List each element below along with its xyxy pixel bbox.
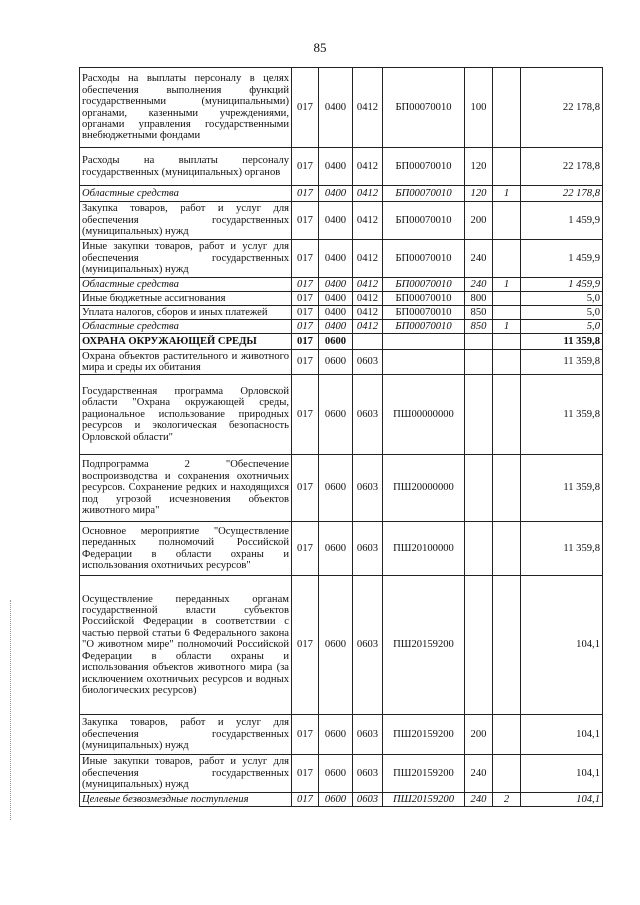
- table-row: [80, 202, 603, 240]
- cell-c3: 0412: [353, 68, 383, 148]
- cell-c2: 0600: [319, 350, 353, 375]
- cell-c4: ПШ20100000: [383, 522, 465, 576]
- cell-c1: 017: [292, 292, 319, 306]
- cell-c2: 0400: [319, 148, 353, 186]
- cell-c4: БП00070010: [383, 320, 465, 334]
- page-number: 85: [313, 40, 327, 55]
- cell-c5: 240: [465, 278, 493, 292]
- cell-c3: 0412: [353, 240, 383, 278]
- cell-c1: 017: [292, 240, 319, 278]
- cell-c5: 240: [465, 240, 493, 278]
- cell-c5: 240: [465, 793, 493, 807]
- cell-c1: 017: [292, 793, 319, 807]
- cell-c1: 017: [292, 68, 319, 148]
- cell-c3: 0603: [353, 522, 383, 576]
- table-row: [80, 320, 603, 334]
- table-row: [80, 375, 603, 455]
- cell-c6: [493, 522, 521, 576]
- cell-c3: 0603: [353, 793, 383, 807]
- cell-c3: 0412: [353, 320, 383, 334]
- cell-c2: 0600: [319, 715, 353, 755]
- cell-c6: [493, 148, 521, 186]
- cell-c5: [465, 334, 493, 350]
- cell-amount: 22 178,8: [521, 148, 603, 186]
- cell-name: Государственная программа Орловской области "Охрана окружающей среды, рациональное использование природных ресурсов и экологическая безопасность Орловской области": [80, 375, 292, 455]
- cell-c3: 0603: [353, 755, 383, 793]
- cell-c5: 200: [465, 202, 493, 240]
- cell-c2: 0400: [319, 320, 353, 334]
- cell-c5: 850: [465, 320, 493, 334]
- table-row: [80, 793, 603, 807]
- cell-name: Осуществление переданных органам государственной власти субъектов Российской Федерации в соответствии с частью первой статьи 6 Федерального закона "О животном мире" полномочий Российской Федерации в области охраны и использования объектов животного мира (за исключением охотничьих ресурсов и водных биологических ресурсов): [80, 576, 292, 715]
- cell-c6: [493, 240, 521, 278]
- cell-amount: 104,1: [521, 793, 603, 807]
- cell-name: Расходы на выплаты персоналу государственных (муниципальных) органов: [80, 148, 292, 186]
- cell-c1: 017: [292, 334, 319, 350]
- cell-amount: 1 459,9: [521, 278, 603, 292]
- cell-c4: БП00070010: [383, 68, 465, 148]
- table-row: [80, 334, 603, 350]
- cell-c5: [465, 350, 493, 375]
- cell-c4: ПШ20000000: [383, 455, 465, 522]
- cell-c6: [493, 306, 521, 320]
- cell-c3: 0603: [353, 715, 383, 755]
- cell-c3: 0412: [353, 278, 383, 292]
- table-row: [80, 292, 603, 306]
- cell-amount: 22 178,8: [521, 186, 603, 202]
- cell-c4: БП00070010: [383, 202, 465, 240]
- cell-c5: 200: [465, 715, 493, 755]
- table-row: [80, 350, 603, 375]
- cell-c1: 017: [292, 375, 319, 455]
- cell-c1: 017: [292, 455, 319, 522]
- cell-amount: 11 359,8: [521, 334, 603, 350]
- cell-c4: [383, 334, 465, 350]
- cell-name: Иные закупки товаров, работ и услуг для обеспечения государственных (муниципальных) нужд: [80, 240, 292, 278]
- cell-c6: [493, 68, 521, 148]
- cell-c5: [465, 455, 493, 522]
- cell-c1: 017: [292, 306, 319, 320]
- cell-c2: 0400: [319, 240, 353, 278]
- cell-amount: 11 359,8: [521, 522, 603, 576]
- cell-name: Целевые безвозмездные поступления: [80, 793, 292, 807]
- cell-c6: [493, 455, 521, 522]
- cell-name: Закупка товаров, работ и услуг для обеспечения государственных (муниципальных) нужд: [80, 202, 292, 240]
- cell-c4: ПШ20159200: [383, 715, 465, 755]
- cell-c1: 017: [292, 148, 319, 186]
- cell-c3: 0603: [353, 455, 383, 522]
- cell-c6: [493, 755, 521, 793]
- table-row: [80, 148, 603, 186]
- cell-c5: [465, 375, 493, 455]
- cell-c2: 0400: [319, 306, 353, 320]
- cell-c2: 0600: [319, 793, 353, 807]
- cell-c4: БП00070010: [383, 186, 465, 202]
- cell-name: Основное мероприятие "Осуществление переданных полномочий Российской Федерации в области охраны и использования охотничьих ресурсов": [80, 522, 292, 576]
- cell-c4: ПШ00000000: [383, 375, 465, 455]
- cell-c1: 017: [292, 278, 319, 292]
- cell-c2: 0400: [319, 292, 353, 306]
- cell-c5: 100: [465, 68, 493, 148]
- cell-name: Областные средства: [80, 320, 292, 334]
- cell-c6: [493, 292, 521, 306]
- margin-dots: [10, 600, 17, 820]
- cell-amount: 5,0: [521, 320, 603, 334]
- cell-amount: 1 459,9: [521, 202, 603, 240]
- cell-name: Закупка товаров, работ и услуг для обеспечения государственных (муниципальных) нужд: [80, 715, 292, 755]
- cell-c3: [353, 334, 383, 350]
- cell-c3: 0603: [353, 375, 383, 455]
- table-row: [80, 576, 603, 715]
- cell-c5: [465, 522, 493, 576]
- cell-c4: БП00070010: [383, 306, 465, 320]
- cell-name: Охрана объектов растительного и животного мира и среды их обитания: [80, 350, 292, 375]
- cell-c6: [493, 715, 521, 755]
- cell-c1: 017: [292, 576, 319, 715]
- table-row: [80, 278, 603, 292]
- budget-table-body: [80, 68, 603, 807]
- cell-amount: 11 359,8: [521, 350, 603, 375]
- cell-amount: 11 359,8: [521, 455, 603, 522]
- cell-c5: 120: [465, 148, 493, 186]
- table-row: [80, 522, 603, 576]
- table-row: [80, 186, 603, 202]
- cell-c2: 0400: [319, 68, 353, 148]
- cell-amount: 104,1: [521, 715, 603, 755]
- cell-c2: 0600: [319, 334, 353, 350]
- cell-c5: 850: [465, 306, 493, 320]
- cell-c2: 0600: [319, 455, 353, 522]
- cell-c2: 0600: [319, 522, 353, 576]
- cell-name: Подпрограмма 2 "Обеспечение воспроизводства и сохранения охотничьих ресурсов. Сохранение редких и находящихся под угрозой исчезновения объектов животного мира": [80, 455, 292, 522]
- cell-c1: 017: [292, 186, 319, 202]
- cell-c3: 0412: [353, 202, 383, 240]
- cell-amount: 11 359,8: [521, 375, 603, 455]
- cell-c3: 0412: [353, 186, 383, 202]
- cell-amount: 5,0: [521, 306, 603, 320]
- cell-c6: [493, 202, 521, 240]
- cell-c6: [493, 350, 521, 375]
- cell-amount: 5,0: [521, 292, 603, 306]
- cell-c4: ПШ20159200: [383, 793, 465, 807]
- cell-c3: 0412: [353, 292, 383, 306]
- cell-c1: 017: [292, 755, 319, 793]
- table-row: [80, 755, 603, 793]
- cell-c4: ПШ20159200: [383, 755, 465, 793]
- table-row: [80, 240, 603, 278]
- cell-amount: 104,1: [521, 576, 603, 715]
- cell-name: Иные закупки товаров, работ и услуг для обеспечения государственных (муниципальных) нужд: [80, 755, 292, 793]
- cell-c2: 0600: [319, 375, 353, 455]
- cell-c4: [383, 350, 465, 375]
- cell-c2: 0600: [319, 576, 353, 715]
- cell-c1: 017: [292, 715, 319, 755]
- cell-c3: 0603: [353, 576, 383, 715]
- table-row: [80, 455, 603, 522]
- cell-name: Расходы на выплаты персоналу в целях обеспечения выполнения функций государственными (муниципальными) органами, казенными учреждениями, органами управления государственными внебюджетными фондами: [80, 68, 292, 148]
- table-row: [80, 68, 603, 148]
- cell-name: Иные бюджетные ассигнования: [80, 292, 292, 306]
- cell-c2: 0600: [319, 755, 353, 793]
- cell-c4: БП00070010: [383, 148, 465, 186]
- cell-c6: 1: [493, 186, 521, 202]
- budget-table: [79, 67, 603, 807]
- cell-c2: 0400: [319, 278, 353, 292]
- cell-name: ОХРАНА ОКРУЖАЮЩЕЙ СРЕДЫ: [80, 334, 292, 350]
- cell-c3: 0412: [353, 306, 383, 320]
- cell-amount: 1 459,9: [521, 240, 603, 278]
- cell-amount: 22 178,8: [521, 68, 603, 148]
- cell-name: Областные средства: [80, 186, 292, 202]
- table-row: [80, 715, 603, 755]
- cell-c4: ПШ20159200: [383, 576, 465, 715]
- cell-c1: 017: [292, 202, 319, 240]
- cell-c3: 0603: [353, 350, 383, 375]
- cell-c4: БП00070010: [383, 278, 465, 292]
- cell-amount: 104,1: [521, 755, 603, 793]
- cell-c4: БП00070010: [383, 240, 465, 278]
- cell-c5: 240: [465, 755, 493, 793]
- cell-c5: 800: [465, 292, 493, 306]
- cell-c1: 017: [292, 350, 319, 375]
- cell-name: Уплата налогов, сборов и иных платежей: [80, 306, 292, 320]
- cell-c1: 017: [292, 320, 319, 334]
- cell-c6: [493, 576, 521, 715]
- cell-c6: 2: [493, 793, 521, 807]
- cell-c3: 0412: [353, 148, 383, 186]
- cell-c6: [493, 375, 521, 455]
- cell-c6: [493, 334, 521, 350]
- cell-c2: 0400: [319, 202, 353, 240]
- cell-c5: 120: [465, 186, 493, 202]
- cell-c6: 1: [493, 320, 521, 334]
- cell-c5: [465, 576, 493, 715]
- cell-c2: 0400: [319, 186, 353, 202]
- table-row: [80, 306, 603, 320]
- cell-name: Областные средства: [80, 278, 292, 292]
- cell-c1: 017: [292, 522, 319, 576]
- cell-c6: 1: [493, 278, 521, 292]
- cell-c4: БП00070010: [383, 292, 465, 306]
